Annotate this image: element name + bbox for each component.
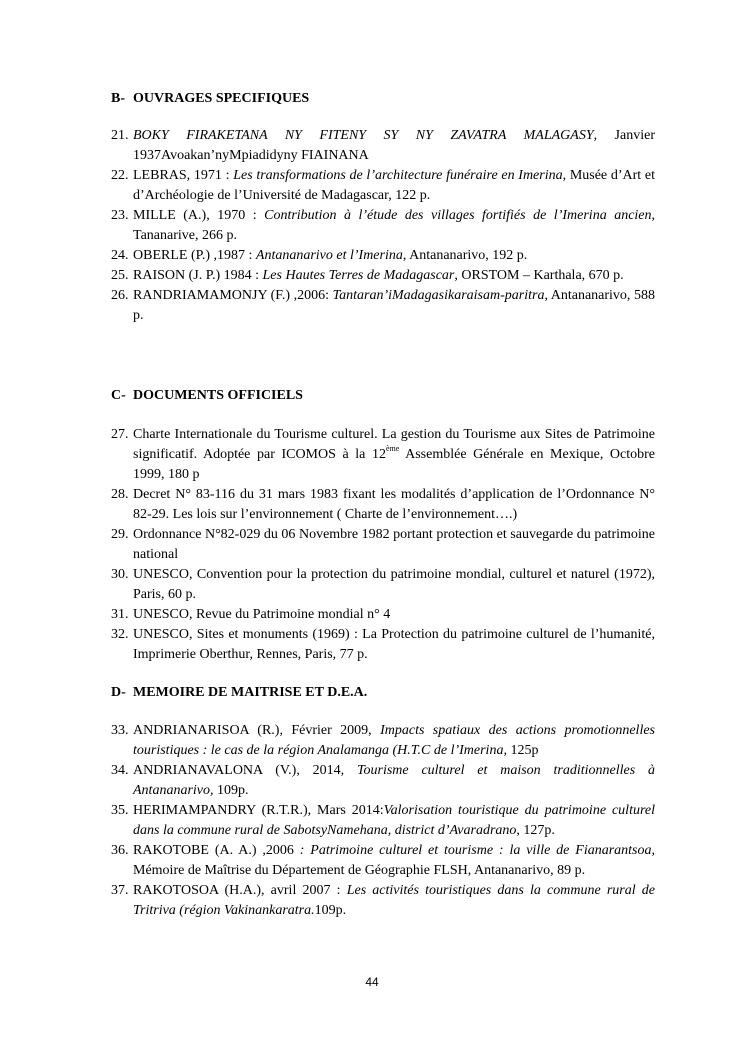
reference-item: 35. HERIMAMPANDRY (R.T.R.), Mars 2014:Valorisation touristique du patrimoine culturel dans la commune rural de SabotsyNamehana, district d’Avaradrano, 127p. bbox=[111, 803, 655, 838]
reference-item: 26. RANDRIAMAMONJY (F.) ,2006: Tantaran’iMadagasikaraisam-paritra, Antananarivo, 588 p. bbox=[111, 288, 655, 323]
reference-number: 32. bbox=[111, 627, 129, 642]
section-heading-c bbox=[111, 387, 303, 405]
reference-number: 27. bbox=[111, 427, 129, 442]
section-letter: D- bbox=[111, 685, 126, 700]
reference-item: 23. MILLE (A.), 1970 : Contribution à l’étude des villages fortifiés de l’Imerina ancien, Tananarive, 266 p. bbox=[111, 208, 656, 243]
reference-number: 25. bbox=[111, 268, 129, 283]
reference-item: 36. RAKOTOBE (A. A.) ,2006 : Patrimoine culturel et tourisme : la ville de Fianarantsoa, Mémoire de Maîtrise du Département de Géographie FLSH, Antananarivo, 89 p. bbox=[111, 843, 655, 878]
reference-item: 22. LEBRAS, 1971 : Les transformations de l’architecture funéraire en Imerina, Musée d’Art et d’Archéologie de l’Université de Madagascar, 122 p. bbox=[111, 168, 655, 203]
reference-item: 29. Ordonnance N°82-029 du 06 Novembre 1982 portant protection et sauvegarde du patrimoine national bbox=[111, 527, 655, 562]
reference-list-c bbox=[111, 425, 655, 665]
reference-number: 23. bbox=[111, 208, 129, 223]
reference-item: 33. ANDRIANARISOA (R.), Février 2009, Impacts spatiaux des actions promotionnelles touristiques : le cas de la région Analamanga (H.T.C de l’Imerina, 125p bbox=[111, 723, 655, 758]
reference-item: 27. Charte Internationale du Tourisme culturel. La gestion du Tourisme aux Sites de Patrimoine significatif. Adoptée par ICOMOS à la 12ème Assemblée Générale en Mexique, Octobre 1999, 180 p bbox=[111, 427, 655, 482]
section-heading-b bbox=[111, 90, 309, 108]
reference-number: 36. bbox=[111, 843, 129, 858]
section-heading-d bbox=[111, 684, 367, 702]
reference-number: 30. bbox=[111, 567, 129, 582]
reference-item: 34. ANDRIANAVALONA (V.), 2014, Tourisme culturel et maison traditionnelles à Antananarivo, 109p. bbox=[111, 763, 655, 798]
reference-item: 37. RAKOTOSOA (H.A.), avril 2007 : Les activités touristiques dans la commune rural de Tritriva (région Vakinankaratra.109p. bbox=[111, 883, 656, 918]
section-letter: B- bbox=[111, 91, 125, 106]
page-number: 44 bbox=[365, 975, 379, 989]
reference-item: 25. RAISON (J. P.) 1984 : Les Hautes Terres de Madagascar, ORSTOM – Karthala, 670 p. bbox=[111, 266, 655, 286]
reference-number: 34. bbox=[111, 763, 129, 778]
reference-number: 33. bbox=[111, 723, 129, 738]
section-title: DOCUMENTS OFFICIELS bbox=[133, 388, 303, 403]
section-title: MEMOIRE DE MAITRISE ET D.E.A. bbox=[133, 685, 368, 700]
reference-item: 30. UNESCO, Convention pour la protection du patrimoine mondial, culturel et naturel (1972), Paris, 60 p. bbox=[111, 567, 655, 602]
reference-list-b bbox=[111, 126, 655, 326]
reference-item: 28. Decret N° 83-116 du 31 mars 1983 fixant les modalités d’application de l’Ordonnance N° 82-29. Les lois sur l’environnement ( Charte de l’environnement….) bbox=[111, 487, 655, 522]
reference-item: 24. OBERLE (P.) ,1987 : Antananarivo et l’Imerina, Antananarivo, 192 p. bbox=[111, 246, 655, 266]
reference-item: 21. BOKY FIRAKETANA NY FITENY SY NY ZAVATRA MALAGASY, Janvier 1937Avoakan’nyMpiadidyny FIAINANA bbox=[111, 128, 655, 163]
section-letter: C- bbox=[111, 388, 126, 403]
reference-item: 31. UNESCO, Revue du Patrimoine mondial n° 4 bbox=[111, 605, 655, 625]
reference-number: 24. bbox=[111, 248, 129, 263]
reference-number: 31. bbox=[111, 607, 129, 622]
reference-number: 22. bbox=[111, 168, 129, 183]
reference-number: 29. bbox=[111, 527, 129, 542]
reference-list-d bbox=[111, 721, 655, 921]
reference-number: 37. bbox=[111, 883, 129, 898]
reference-number: 35. bbox=[111, 803, 129, 818]
reference-item: 32. UNESCO, Sites et monuments (1969) : La Protection du patrimoine culturel de l’humanité, Imprimerie Oberthur, Rennes, Paris, 77 p. bbox=[111, 627, 655, 662]
reference-number: 21. bbox=[111, 128, 129, 143]
reference-number: 28. bbox=[111, 487, 129, 502]
section-title: OUVRAGES SPECIFIQUES bbox=[133, 91, 310, 106]
reference-number: 26. bbox=[111, 288, 129, 303]
